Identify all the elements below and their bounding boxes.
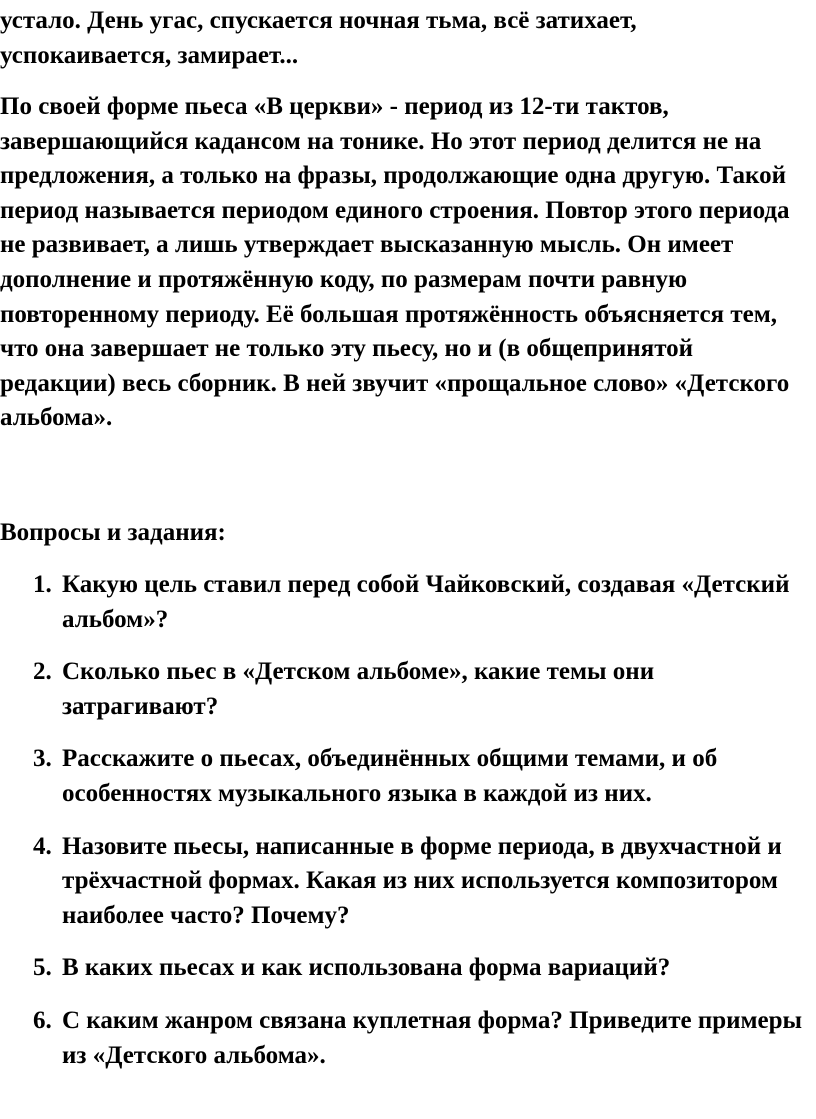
list-item bbox=[0, 1004, 810, 1073]
questions-heading: Вопросы и задания: bbox=[0, 519, 226, 546]
list-item bbox=[0, 742, 810, 811]
list-item-number: 6. bbox=[33, 1006, 52, 1034]
list-item bbox=[0, 830, 810, 934]
list-item bbox=[0, 655, 810, 724]
list-item-text: Сколько пьес в «Детском альбоме», какие темы они затрагивают? bbox=[62, 658, 655, 720]
list-item-number: 4. bbox=[33, 832, 52, 860]
questions-list bbox=[0, 568, 810, 1091]
list-item-number: 3. bbox=[33, 745, 52, 773]
list-item-text: С каким жанром связана куплетная форма? Приведите примеры из «Детского альбома». bbox=[62, 1006, 803, 1069]
list-item-text: В каких пьесах и как использована форма вариаций? bbox=[62, 954, 671, 982]
list-item-text: Какую цель ставил перед собой Чайковский, создавая «Детский альбом»? bbox=[62, 571, 790, 633]
list-item-text: Расскажите о пьесах, объединённых общими темами, и об особенностях музыкального языка в каждой из них. bbox=[62, 745, 718, 807]
list-item-number: 1. bbox=[33, 571, 52, 598]
list-item-text: Назовите пьесы, написанные в форме периода, в двухчастной и трёхчастной формах. Какая из них используется композитором наиболее часто? Почему? bbox=[62, 832, 782, 929]
body-paragraph: По своей форме пьеса «В церкви» - период из 12-ти тактов, завершающийся кадансом на тонике. Но этот период делится не на предложения, а только на фразы, продолжающие одна другую. Такой период называется периодом единого строения. Повтор этого периода не развивает, а лишь утверждает высказанную мысль. Он имеет дополнение и протяжённую коду, по размерам почти равную повторенному периоду. Её большая протяжённость объясняется тем, что она завершает не только эту пьесу, но и (в общепринятой редакции) весь сборник. В ней звучит «прощальное слово» «Детского альбома». bbox=[0, 93, 790, 432]
list-item-number: 2. bbox=[33, 658, 52, 686]
list-item bbox=[0, 568, 810, 637]
intro-text: устало. День угас, спускается ночная тьма, всё затихает, успокаивается, замирает... bbox=[0, 7, 637, 69]
list-item-number: 5. bbox=[33, 954, 52, 982]
list-item bbox=[0, 951, 810, 986]
